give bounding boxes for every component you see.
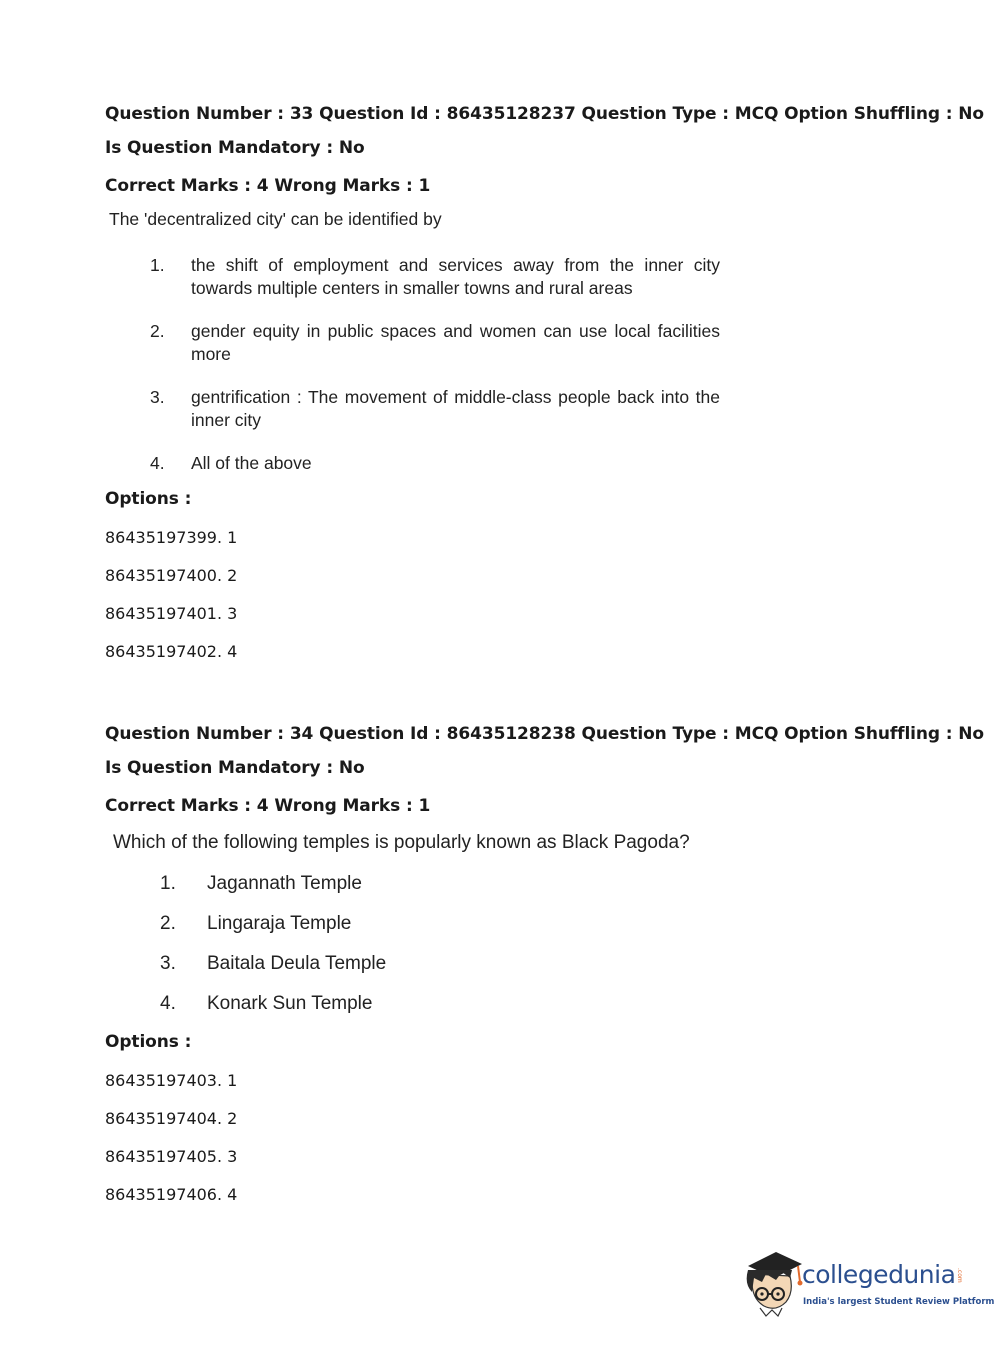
choice-text-line: more (191, 344, 231, 364)
question-text: The 'decentralized city' can be identified by (109, 209, 442, 229)
collegedunia-logo (742, 1248, 995, 1318)
choice-number: 2. (160, 913, 176, 934)
question-mandatory: Is Question Mandatory : No (105, 138, 365, 158)
logo-suffix: .com (956, 1268, 963, 1283)
choice-number: 3. (160, 953, 176, 974)
choice-number: 1. (150, 255, 165, 275)
question-marks: Correct Marks : 4 Wrong Marks : 1 (105, 796, 431, 816)
choice-text-line: towards multiple centers in smaller towns and rural areas (191, 278, 633, 298)
choice-number: 4. (160, 993, 176, 1014)
question-mandatory: Is Question Mandatory : No (105, 758, 365, 778)
choice-text-line: gender equity in public spaces and women can use local facilities (191, 321, 720, 341)
choice-text-line: inner city (191, 410, 262, 430)
choice-number: 1. (160, 873, 176, 894)
choice-text-line: the shift of employment and services away from the inner city (191, 255, 720, 275)
mascot-icon (742, 1248, 806, 1318)
question-header: Question Number : 33 Question Id : 86435128237 Question Type : MCQ Option Shuffling : No (105, 104, 985, 124)
choice-text: Jagannath Temple (207, 873, 362, 894)
option-id: 86435197402. 4 (105, 642, 238, 661)
options-label: Options : (105, 489, 192, 509)
choice-text: Konark Sun Temple (207, 993, 373, 1014)
option-id: 86435197403. 1 (105, 1071, 238, 1090)
option-id: 86435197400. 2 (105, 566, 238, 585)
option-id: 86435197406. 4 (105, 1185, 238, 1204)
option-id: 86435197405. 3 (105, 1147, 238, 1166)
question-text: Which of the following temples is popularly known as Black Pagoda? (113, 832, 690, 853)
question-marks: Correct Marks : 4 Wrong Marks : 1 (105, 176, 431, 196)
option-id: 86435197404. 2 (105, 1109, 238, 1128)
options-label: Options : (105, 1032, 192, 1052)
choice-number: 3. (150, 387, 165, 407)
question-header: Question Number : 34 Question Id : 86435128238 Question Type : MCQ Option Shuffling : No (105, 724, 985, 744)
choice-text-line: All of the above (191, 453, 312, 473)
logo-wordmark: collegedunia (802, 1260, 956, 1289)
choice-number: 2. (150, 321, 165, 341)
choice-text-line: gentrification : The movement of middle-class people back into the (191, 387, 720, 407)
logo-tagline: India's largest Student Review Platform (803, 1297, 995, 1307)
option-id: 86435197399. 1 (105, 528, 238, 547)
choice-text: Baitala Deula Temple (207, 953, 387, 974)
choice-text: Lingaraja Temple (207, 913, 352, 934)
option-id: 86435197401. 3 (105, 604, 238, 623)
choice-number: 4. (150, 453, 165, 473)
